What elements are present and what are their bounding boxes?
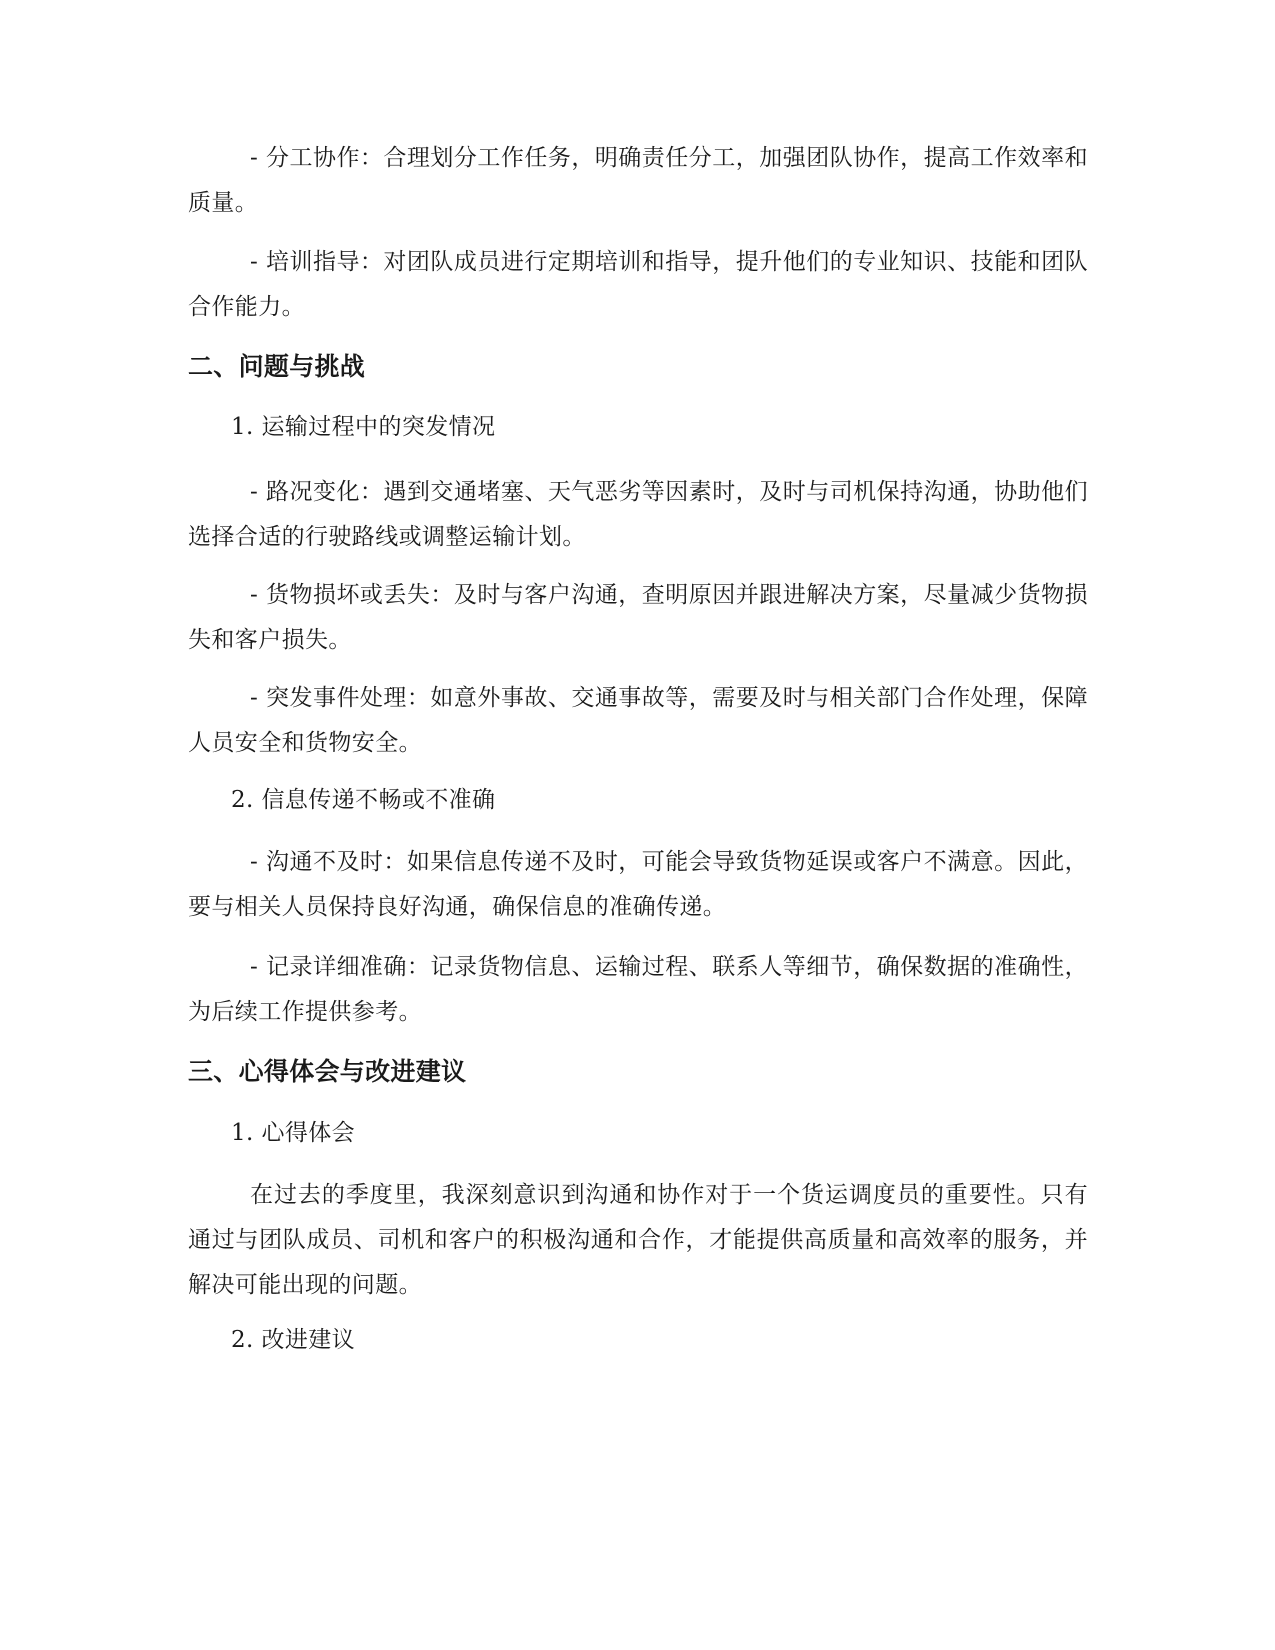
list-item: 2. 改进建议 xyxy=(231,1327,356,1353)
list-item: 2. 信息传递不畅或不准确 xyxy=(231,787,496,813)
heading-section-two xyxy=(188,344,1088,389)
paragraph-text: 在过去的季度里，我深刻意识到沟通和协作对于一个货运调度员的重要性。只有通过与团队成员、司机和客户的积极沟通和合作，才能提供高质量和高效率的服务，并解决可能出现的问题。 xyxy=(188,1182,1088,1298)
paragraph-division-of-labor xyxy=(188,136,1088,226)
subheading-transport-emergencies xyxy=(188,405,1088,450)
paragraph-experience-body xyxy=(188,1173,1088,1308)
paragraph-text: - 货物损坏或丢失：及时与客户沟通，查明原因并跟进解决方案，尽量减少货物损失和客户损失。 xyxy=(188,582,1088,653)
subheading-information-transfer xyxy=(188,778,1088,823)
paragraph-road-changes xyxy=(188,470,1088,560)
subheading-experience xyxy=(188,1111,1088,1156)
paragraph-text: - 突发事件处理：如意外事故、交通事故等，需要及时与相关部门合作处理，保障人员安全和货物安全。 xyxy=(188,685,1088,756)
heading-section-three xyxy=(188,1049,1088,1094)
paragraph-incident-handling xyxy=(188,676,1088,766)
section-heading: 二、问题与挑战 xyxy=(188,352,366,381)
paragraph-text: - 沟通不及时：如果信息传递不及时，可能会导致货物延误或客户不满意。因此，要与相关人员保持良好沟通，确保信息的准确传递。 xyxy=(188,849,1088,920)
section-heading: 三、心得体会与改进建议 xyxy=(188,1057,467,1086)
paragraph-text: - 路况变化：遇到交通堵塞、天气恶劣等因素时，及时与司机保持沟通，协助他们选择合适的行驶路线或调整运输计划。 xyxy=(188,479,1088,550)
paragraph-text: - 培训指导：对团队成员进行定期培训和指导，提升他们的专业知识、技能和团队合作能力。 xyxy=(188,249,1088,320)
subheading-improvement xyxy=(188,1318,1088,1363)
list-item: 1. 运输过程中的突发情况 xyxy=(231,414,496,440)
paragraph-untimely-communication xyxy=(188,840,1088,930)
paragraph-text: - 分工协作：合理划分工作任务，明确责任分工，加强团队协作，提高工作效率和质量。 xyxy=(188,145,1088,216)
paragraph-text: - 记录详细准确：记录货物信息、运输过程、联系人等细节，确保数据的准确性，为后续工作提供参考。 xyxy=(188,954,1088,1025)
paragraph-accurate-records xyxy=(188,945,1088,1035)
paragraph-training xyxy=(188,240,1088,330)
paragraph-cargo-damage xyxy=(188,573,1088,663)
list-item: 1. 心得体会 xyxy=(231,1120,356,1146)
